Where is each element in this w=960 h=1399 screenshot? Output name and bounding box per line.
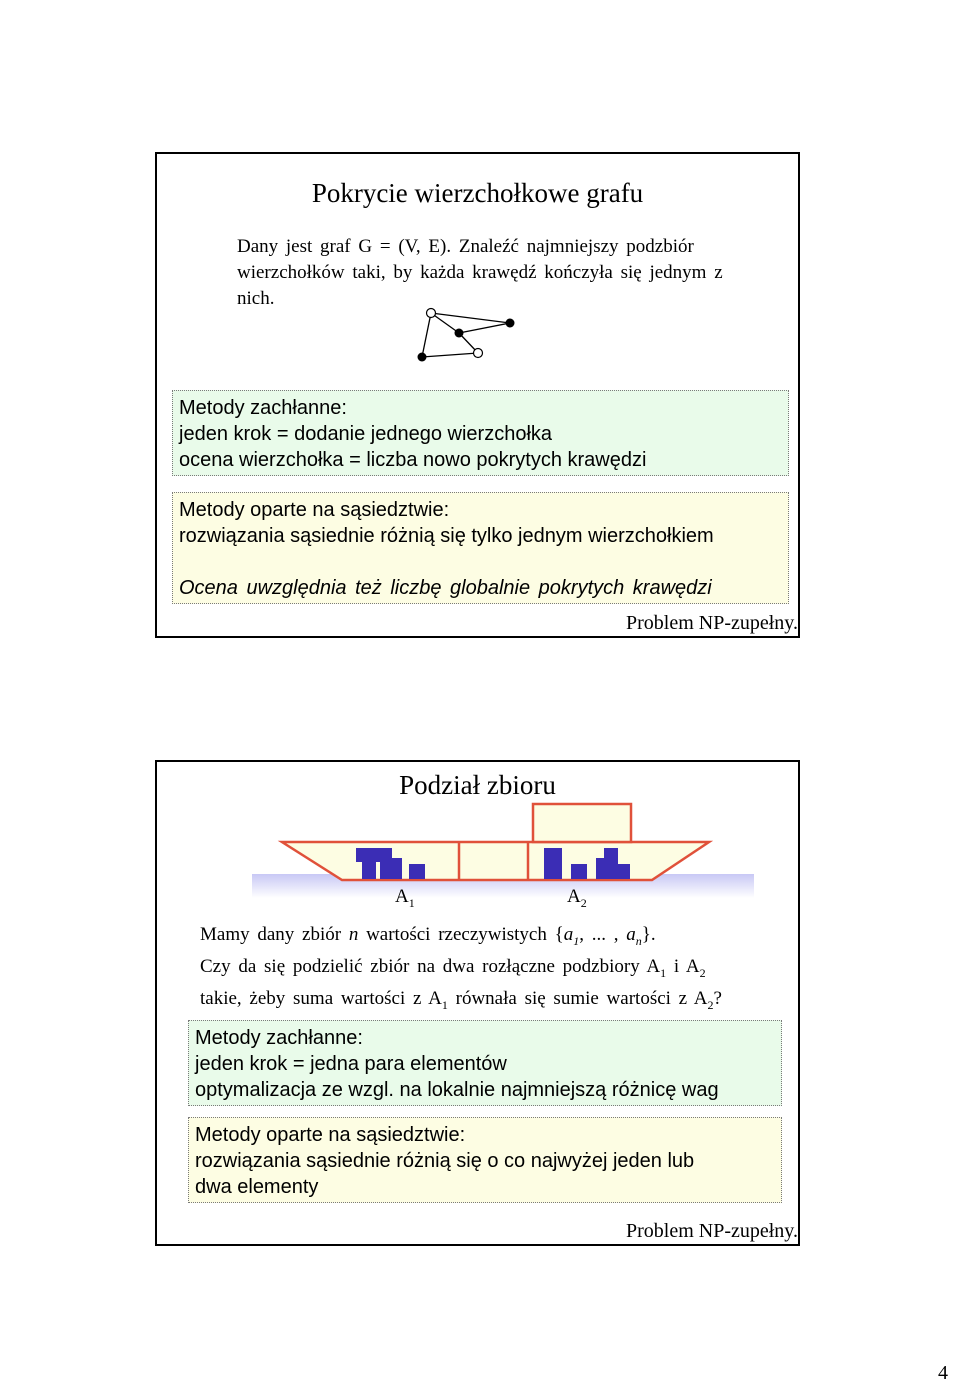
problem-statement <box>200 922 722 1017</box>
box-line: jeden krok = dodanie jednego wierzchołka <box>179 423 553 445</box>
graph-edge <box>459 323 510 333</box>
greedy-methods-box <box>188 1020 782 1106</box>
problem-statement <box>237 234 723 312</box>
box-heading: Metody zachłanne: <box>195 1027 363 1049</box>
problem-line: Dany jest graf G = (V, E). Znaleźć najmniejszy podzbiór <box>237 236 694 257</box>
weight-block <box>544 848 562 879</box>
box-heading: Metody oparte na sąsiedztwie: <box>179 499 450 521</box>
page-number: 4 <box>938 1362 948 1384</box>
box-line: ocena wierzchołka = liczba nowo pokrytych krawędzi <box>179 449 647 471</box>
problem-line: Mamy dany zbiór n wartości rzeczywistych {$a_1$, ... , $a_n$}. <box>200 924 656 948</box>
graph-vertex-covered <box>418 353 427 362</box>
weight-block <box>362 858 376 879</box>
problem-line: nich. <box>237 288 275 309</box>
partition-illustration <box>252 802 772 882</box>
slide-set-partition <box>155 760 800 1246</box>
graph-vertex-covered <box>506 319 515 328</box>
problem-line: wierzchołków taki, by każda krawędź kończyła się jednym z <box>237 262 723 283</box>
box-line: dwa elementy <box>195 1176 319 1198</box>
problem-line: takie, żeby suma wartości z $A_1$ równała się sumie wartości z $A_2$? <box>200 987 722 1012</box>
weight-block <box>618 864 630 879</box>
greedy-methods-box <box>172 390 789 476</box>
neighborhood-methods-box <box>172 492 789 604</box>
label-a1: $A_1$ <box>395 886 415 910</box>
cargo-box <box>533 804 631 842</box>
np-complete-note: Problem NP-zupełny. <box>625 612 798 634</box>
graph-illustration <box>417 311 527 371</box>
np-complete-note: Problem NP-zupełny. <box>625 1220 798 1242</box>
box-italic-line: Ocena uwzględnia też liczbę globalnie pokrytych krawędzi <box>179 577 712 599</box>
label-a2: $A_2$ <box>567 886 587 910</box>
slide-title: Podział zbioru <box>399 770 556 800</box>
weight-block <box>571 864 587 879</box>
box-line: rozwiązania sąsiednie różnią się tylko jednym wierzchołkiem <box>179 525 714 547</box>
graph-vertex-uncovered <box>427 309 436 318</box>
box-line: optymalizacja ze wzgl. na lokalnie najmniejszą różnicę wag <box>195 1079 719 1101</box>
boat-hull <box>282 842 709 880</box>
box-heading: Metody oparte na sąsiedztwie: <box>195 1124 466 1146</box>
weight-block <box>596 858 618 879</box>
problem-line: Czy da się podzielić zbiór na dwa rozłączne podzbiory $A_1$ i $A_2$ <box>200 955 706 980</box>
graph-edge <box>422 313 431 357</box>
weight-block <box>380 858 402 879</box>
box-line: jeden krok = jedna para elementów <box>195 1053 507 1075</box>
graph-vertex-covered <box>455 329 464 338</box>
neighborhood-methods-box <box>188 1117 782 1203</box>
box-heading: Metody zachłanne: <box>179 397 347 419</box>
slide-vertex-cover <box>155 152 800 638</box>
slide-title: Pokrycie wierzchołkowe grafu <box>311 178 644 208</box>
graph-vertex-uncovered <box>474 349 483 358</box>
weight-block <box>409 864 425 879</box>
graph-edge <box>422 353 478 357</box>
box-line: rozwiązania sąsiednie różnią się o co najwyżej jeden lub <box>195 1150 695 1172</box>
